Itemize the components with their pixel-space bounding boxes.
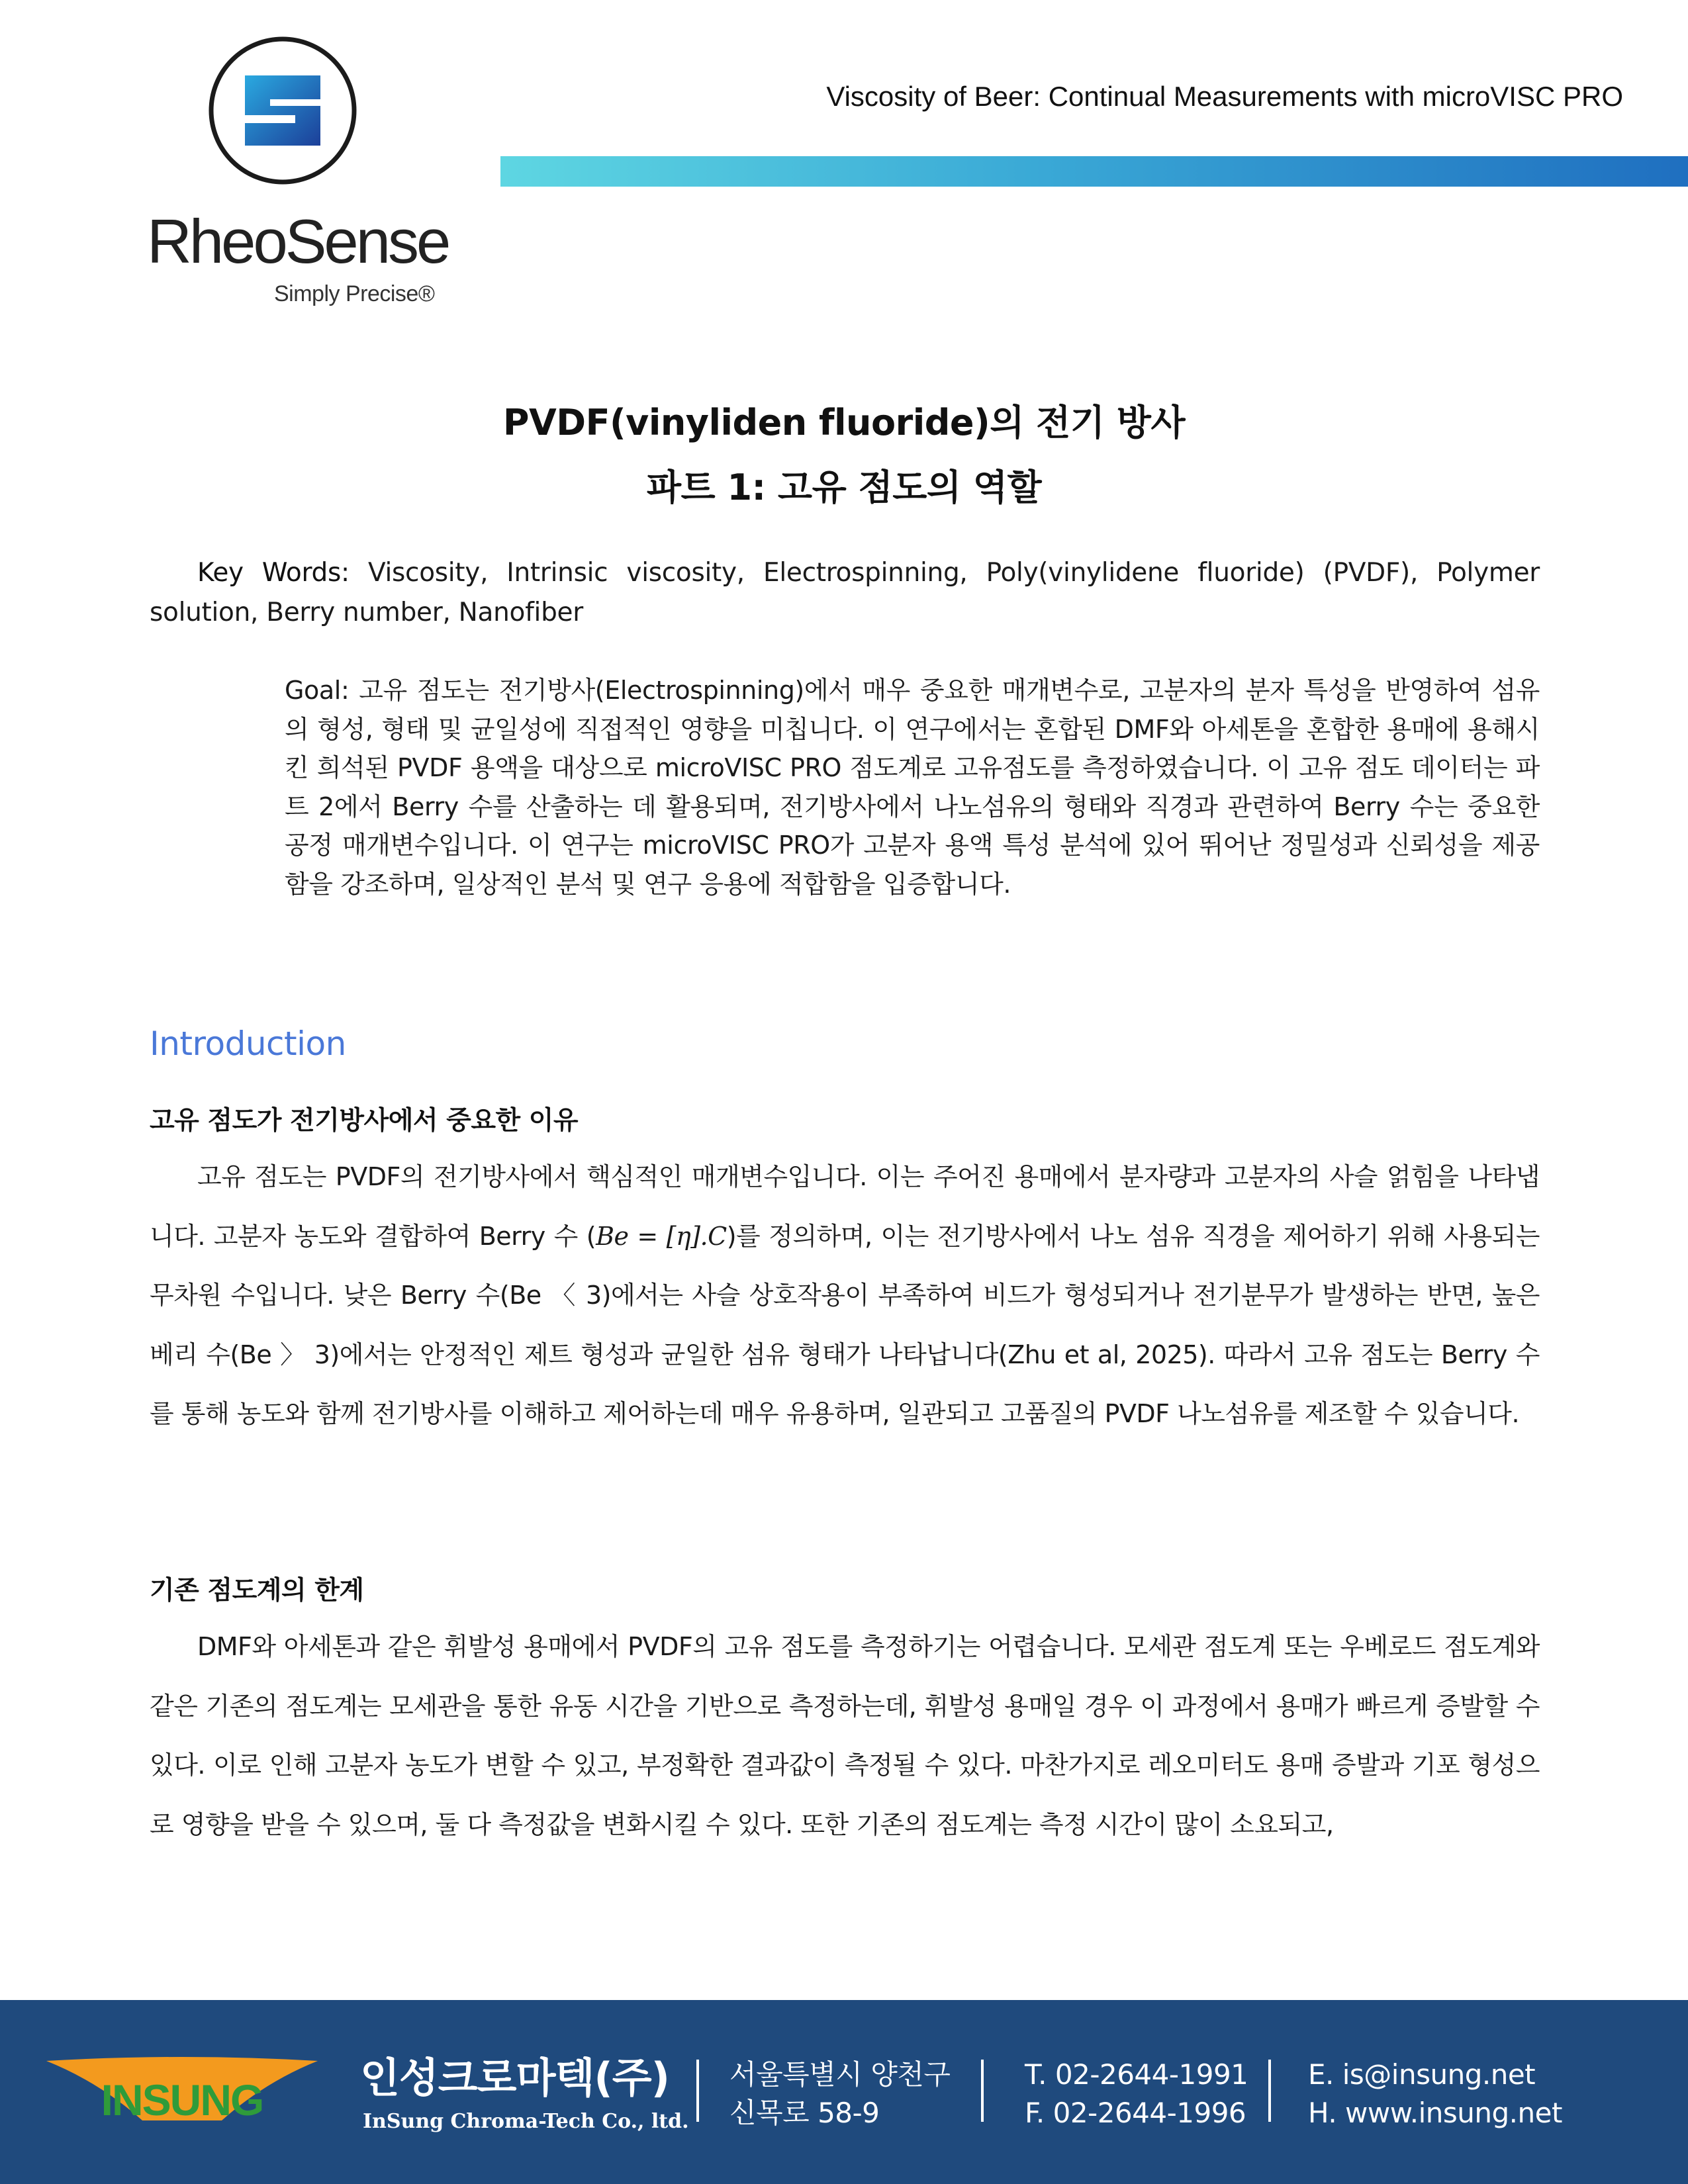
company-korean-name: 인성크로마텍(주) xyxy=(360,2054,669,2102)
introduction-heading: Introduction xyxy=(150,1024,346,1063)
homepage-link[interactable]: H. www.insung.net xyxy=(1308,2097,1562,2129)
keywords-label: Key Words: xyxy=(197,558,350,588)
footer-divider xyxy=(1268,2060,1271,2122)
goal-text: 고유 점도는 전기방사(Electrospinning)에서 매우 중요한 매개변수로, 고분자의 분자 특성을 반영하여 섬유의 형성, 형태 및 균일성에 직접적인 영향을 미칩니다. 이 연구에서는 혼합된 DMF와 아세톤을 혼합한 용매에 용해시킨 희석된 PVDF 용액을 대상으로 microVISC PRO 점도계로 고유점도를 측정하였습니다. 이 고유 점도 데이터는 파트 2에서 Berry 수를 산출하는 데 활용되며, 전기방사에서 나노섬유의 형태와 직경과 관련하여 Berry 수는 중요한 공정 매개변수입니다. 이 연구는 microVISC PRO가 고분자 용액 특성 분석에 있어 뛰어난 정밀성과 신뢰성을 제공함을 강조하며, 일상적인 분석 및 연구 응용에 적합함을 입증합니다. xyxy=(285,676,1540,899)
goal-label: Goal: xyxy=(285,676,350,705)
keywords-paragraph xyxy=(150,553,1540,633)
header-gradient-bar xyxy=(500,156,1688,187)
keywords-text: Viscosity, Intrinsic viscosity, Electrospinning, Poly(vinylidene fluoride) (PVDF), Polymer solution, Berry number, Nanofiber xyxy=(150,558,1540,627)
insung-logo-text: INSUNG xyxy=(101,2075,263,2124)
phone-number: T. 02-2644-1991 xyxy=(1025,2058,1248,2091)
brand-tagline: Simply Precise® xyxy=(274,281,435,306)
berry-equation: Be = [η].C xyxy=(596,1221,727,1251)
section-subheading: 고유 점도가 전기방사에서 중요한 이유 xyxy=(150,1106,579,1136)
footer-address xyxy=(729,2056,950,2132)
brand-name: RheoSense xyxy=(147,206,449,276)
footer-divider xyxy=(981,2060,984,2122)
document-subtitle: 파트 1: 고유 점도의 역할 xyxy=(646,467,1042,508)
footer-phone-fax xyxy=(1025,2056,1248,2132)
paragraph-text: 고유 점도는 PVDF의 전기방사에서 핵심적인 매개변수입니다. 이는 주어진 용매에서 분자량과 고분자의 사슬 얽힘을 나타냅니다. 고분자 농도와 결합하여 Berry 수 ( xyxy=(150,1162,1540,1251)
address-line: 신목로 58-9 xyxy=(729,2097,880,2129)
footer-contact xyxy=(1308,2056,1562,2132)
body-paragraph: DMF와 아세톤과 같은 휘발성 용매에서 PVDF의 고유 점도를 측정하기는 어렵습니다. 모세관 점도계 또는 우베로드 점도계와 같은 기존의 점도계는 모세관을 통한 유동 시간을 기반으로 측정하는데, 휘발성 용매일 경우 이 과정에서 용매가 빠르게 증발할 수 있다. 이로 인해 고분자 농도가 변할 수 있고, 부정확한 결과값이 측정될 수 있다. 마찬가지로 레오미터도 용매 증발과 기포 형성으로 영향을 받을 수 있으며, 둘 다 측정값을 변화시킬 수 있다. 또한 기존의 점도계는 측정 시간이 많이 소요되고, xyxy=(150,1632,1540,1839)
header-title: Viscosity of Beer: Continual Measurements with microVISC PRO xyxy=(826,81,1623,112)
paragraph-text: )를 정의하며, 이는 전기방사에서 나노 섬유 직경을 제어하기 위해 사용되는 무차원 수입니다. 낮은 Berry 수(Be 〈 3)에서는 사슬 상호작용이 부족하여 비드가 형성되거나 전기분무가 발생하는 반면, 높은 베리 수(Be 〉 3)에서는 안정적인 제트 형성과 균일한 섬유 형태가 나타납니다(Zhu et al, 2025). 따라서 고유 점도는 Berry 수를 통해 농도와 함께 전기방사를 이해하고 제어하는데 매우 유용하며, 일관되고 고품질의 PVDF 나노섬유를 제조할 수 있습니다. xyxy=(150,1221,1540,1428)
address-line: 서울특별시 양천구 xyxy=(729,2058,951,2091)
goal-paragraph xyxy=(285,671,1540,904)
company-english-name: InSung Chroma-Tech Co., ltd. xyxy=(363,2110,689,2133)
body-paragraph xyxy=(150,1148,1540,1444)
document-title: PVDF(vinyliden fluoride)의 전기 방사 xyxy=(502,402,1186,443)
footer-divider xyxy=(696,2060,699,2122)
section-subheading: 기존 점도계의 한계 xyxy=(150,1576,364,1606)
insung-logo-icon xyxy=(46,2056,318,2128)
rheosense-logo-icon xyxy=(207,34,359,187)
fax-number: F. 02-2644-1996 xyxy=(1025,2097,1246,2129)
email-link[interactable]: E. is@insung.net xyxy=(1308,2058,1536,2091)
